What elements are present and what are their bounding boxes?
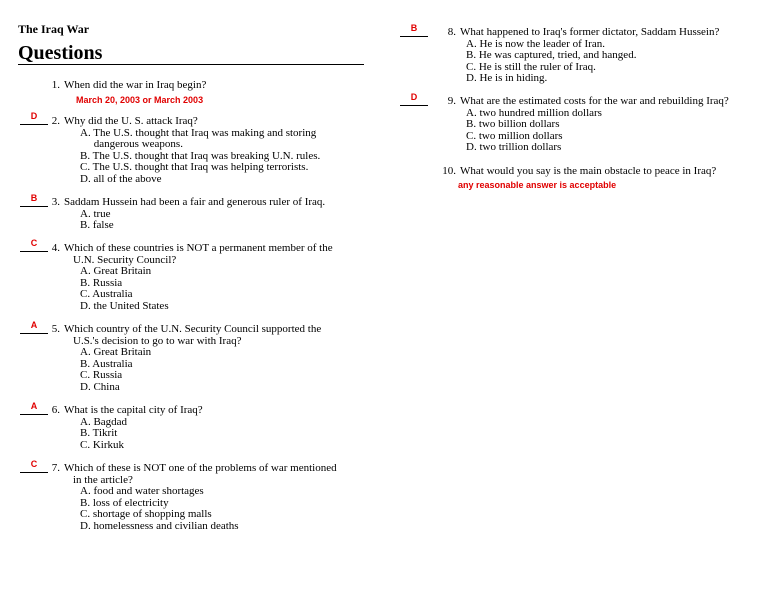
option: A. Bagdad [80,415,128,428]
answer-letter: A [30,401,38,411]
question-text: What are the estimated costs for the war and rebuilding Iraq? [460,95,729,107]
answer-text: March 20, 2003 or March 2003 [76,95,204,105]
document-title: The Iraq War [18,22,90,36]
question-text: What would you say is the main obstacle to peace in Iraq? [460,165,717,177]
answer-letter: B [410,23,418,33]
answer-blank-9[interactable] [400,93,428,106]
section-title: Questions [18,42,103,64]
option: B. Tikrit [80,427,118,439]
option: C. Russia [80,369,123,381]
option: D. all of the above [80,172,162,185]
question-text: What is the capital city of Iraq? [64,404,203,416]
option: A. food and water shortages [80,485,204,497]
question-text: What happened to Iraq's former dictator, Saddam Hussein? [460,26,720,38]
option: A. true [80,207,111,220]
answer-text: any reasonable answer is acceptable [458,180,617,190]
option: C. shortage of shopping malls [80,508,212,520]
answer-letter: B [30,193,38,203]
option: D. the United States [80,299,169,312]
answer-letter: C [30,238,38,248]
question-text: Which of these countries is NOT a permanent member of the [64,242,333,254]
question-text: When did the war in Iraq begin? [64,79,207,91]
question-text: Which country of the U.N. Security Council supported the [64,323,322,335]
option: B. He was captured, tried, and hanged. [466,49,637,61]
answer-blank-8[interactable] [400,24,428,37]
option: C. He is still the ruler of Iraq. [466,60,596,73]
option: A. two hundred million dollars [466,106,602,119]
answer-letter: C [30,459,38,469]
option: B. two billion dollars [466,118,560,130]
option: B. The U.S. thought that Iraq was breaking U.N. rules. [80,149,321,162]
question-text-cont: in the article? [73,473,133,486]
option: A. He is now the leader of Iran. [466,37,605,50]
option: B. false [80,219,114,231]
question-text: Which of these is NOT one of the problems of war mentioned [64,462,337,474]
option: C. two million dollars [466,129,563,142]
option: D. China [80,380,120,393]
option: A. Great Britain [80,265,152,277]
option: D. He is in hiding. [466,72,548,84]
option: B. loss of electricity [80,496,169,509]
question-text: Why did the U. S. attack Iraq? [64,115,198,127]
option: C. The U.S. thought that Iraq was helping terrorists. [80,161,309,173]
question-text-cont: U.N. Security Council? [73,253,177,266]
option: A. Great Britain [80,346,152,358]
answer-letter: D [30,111,38,121]
option: B. Russia [80,276,123,289]
answer-letter: A [30,320,38,330]
title-rule [18,64,364,65]
option: D. two trillion dollars [466,141,562,153]
option: D. homelessness and civilian deaths [80,519,239,532]
option: C. Kirkuk [80,438,124,451]
option: B. Australia [80,357,133,370]
option: dangerous weapons. [80,138,183,150]
question-text-cont: U.S.'s decision to go to war with Iraq? [73,334,242,347]
option: C. Australia [80,288,133,300]
answer-letter: D [410,92,418,102]
question-text: Saddam Hussein had been a fair and generous ruler of Iraq. [64,196,326,208]
option: A. The U.S. thought that Iraq was making and storing [80,126,317,139]
